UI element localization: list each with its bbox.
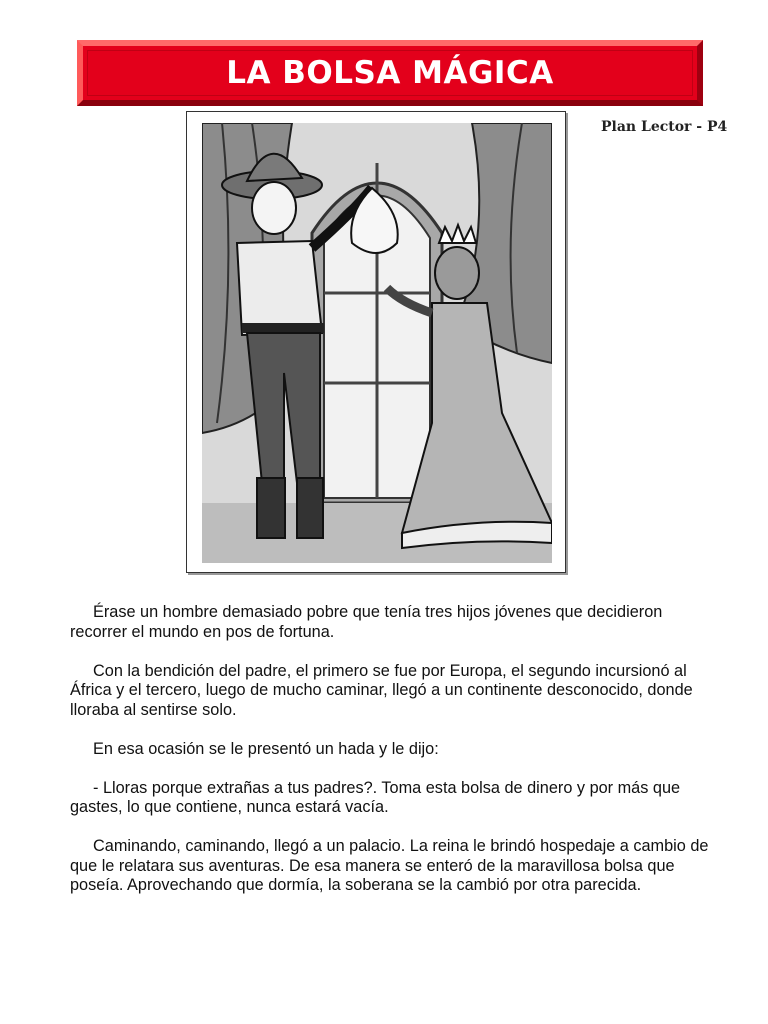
story-paragraph-2: Con la bendición del padre, el primero se fue por Europa, el segundo incursionó al África y el tercero, luego de mucho caminar, llegó a un continente desconocido, donde lloraba al sentirse solo. (70, 661, 693, 719)
page-title: LA BOLSA MÁGICA (226, 55, 554, 91)
title-banner (77, 40, 703, 106)
title-banner-inner (87, 50, 693, 96)
story-paragraph-3: En esa ocasión se le presentó un hada y le dijo: (93, 739, 439, 758)
story-text (70, 603, 720, 915)
illustration-drawing (202, 123, 552, 563)
plan-lector-label: Plan Lector - P4 (601, 119, 728, 135)
story-paragraph-4: - Lloras porque extrañas a tus padres?. Toma esta bolsa de dinero y por más que gastes, lo que contiene, nunca estará vacía. (70, 778, 681, 816)
story-paragraph-5: Caminando, caminando, llegó a un palacio. La reina le brindó hospedaje a cambio de que le relatara sus aventuras. De esa manera se enteró de la maravillosa bolsa que poseía. Aprovechando que dormía, la soberana se la cambió por otra parecida. (70, 837, 709, 894)
story-paragraph-1: Érase un hombre demasiado pobre que tenía tres hijos jóvenes que decidieron recorrer el mundo en pos de fortuna. (70, 603, 663, 641)
story-illustration (186, 111, 566, 573)
